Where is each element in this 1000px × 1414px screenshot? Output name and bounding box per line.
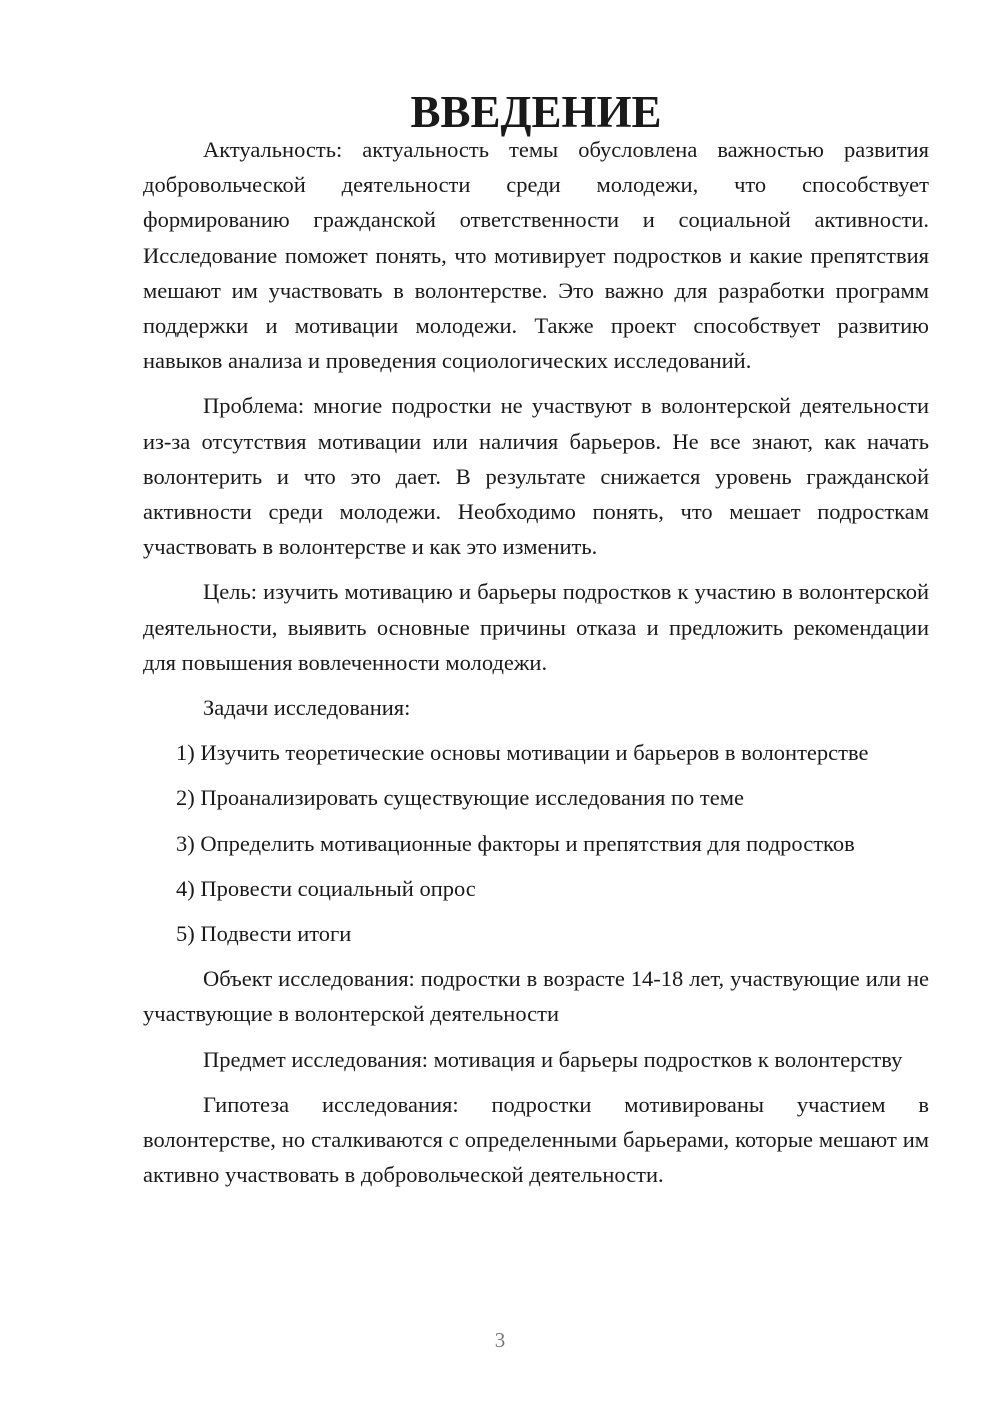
- subject-paragraph: Предмет исследования: мотивация и барьеры подростков к волонтерству: [203, 1046, 903, 1072]
- document-page: [143, 87, 929, 1202]
- tasks-heading: Задачи исследования:: [203, 695, 411, 721]
- goal-paragraph: Цель: изучить мотивацию и барьеры подростков к участию в волонтерской деятельности, выявить основные причины отказа и предложить рекомендации для повышения вовлеченности молодежи.: [143, 579, 929, 675]
- page-number: 3: [494, 1328, 506, 1352]
- problem-paragraph: Проблема: многие подростки не участвуют в волонтерской деятельности из-за отсутствия мотивации или наличия барьеров. Не все знают, как начать волонтерить и что это дает. В результате снижается уровень гражданской активности среди молодежи. Необходимо понять, что мешает подросткам участвовать в волонтерстве и как это изменить.: [143, 393, 929, 560]
- tasks-list: [143, 735, 929, 951]
- hypothesis-paragraph: Гипотеза исследования: подростки мотивированы участием в волонтерстве, но сталкиваются с определенными барьерами, которые мешают им активно участвовать в добровольческой деятельности.: [143, 1091, 929, 1188]
- task-item: 5) Подвести итоги: [176, 921, 352, 947]
- object-paragraph: Объект исследования: подростки в возрасте 14-18 лет, участвующие или не участвующие в волонтерской деятельности: [143, 966, 929, 1027]
- task-item: 1) Изучить теоретические основы мотивации и барьеров в волонтерстве: [176, 740, 869, 766]
- relevance-paragraph: Актуальность: актуальность темы обусловлена важностью развития добровольческой деятельности среди молодежи, что способствует формированию гражданской ответственности и социальной активности. Исследование поможет понять, что мотивирует подростков и какие препятствия мешают им участвовать в волонтерстве. Это важно для разработки программ поддержки и мотивации молодежи. Также проект способствует развитию навыков анализа и проведения социологических исследований.: [143, 137, 929, 374]
- page-title: ВВЕДЕНИЕ: [410, 87, 662, 137]
- task-item: 2) Проанализировать существующие исследования по теме: [176, 785, 744, 811]
- task-item: 4) Провести социальный опрос: [176, 875, 476, 901]
- task-item: 3) Определить мотивационные факторы и препятствия для подростков: [176, 830, 855, 856]
